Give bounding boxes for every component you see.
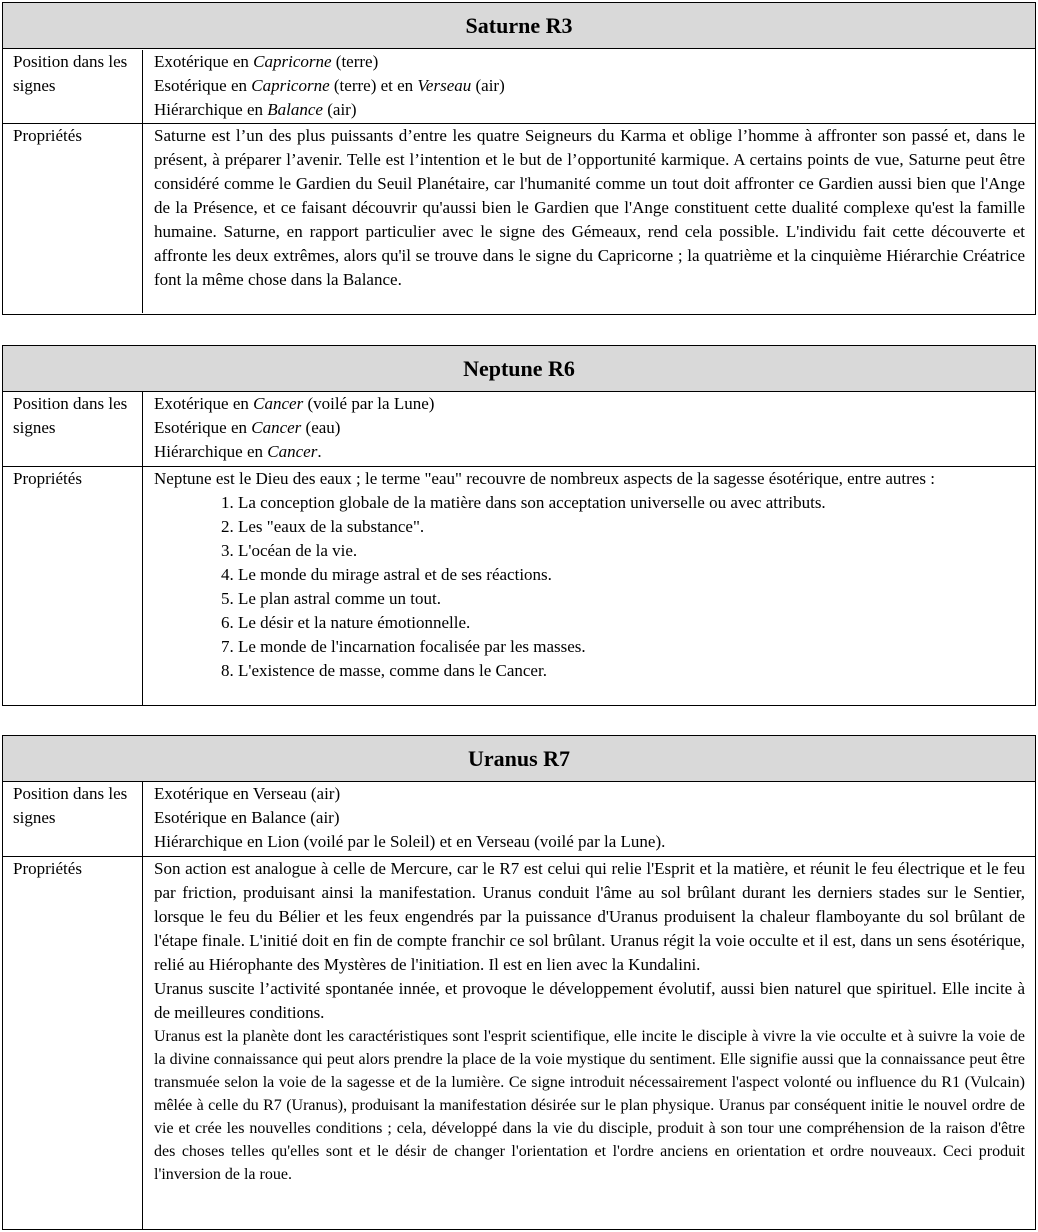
saturne-position-label: Position dans les signes	[3, 50, 143, 123]
neptune-position-line: Esotérique en Cancer (eau)	[154, 418, 341, 437]
list-item: 4. Le monde du mirage astral et de ses réactions.	[238, 563, 1025, 587]
uranus-position-cell	[143, 782, 1035, 856]
list-item: 6. Le désir et la nature émotionnelle.	[238, 611, 1025, 635]
saturne-position-row	[3, 49, 1035, 123]
uranus-position-line: Exotérique en Verseau (air)	[154, 784, 341, 803]
saturne-props-row	[3, 123, 1035, 313]
neptune-props-label: Propriétés	[3, 467, 143, 705]
neptune-props-intro: Neptune est le Dieu des eaux ; le terme "eau" recouvre de nombreux aspects de la sagesse ésotérique, entre autres :	[154, 469, 935, 488]
uranus-props-paragraph: Uranus est la planète dont les caractéristiques sont l'esprit scientifique, elle incite le disciple à vivre la vie occulte et à suivre la voie de la divine connaissance qui peut alors prendre la place de la voie mystique du sentiment. Elle signifie aussi que la connaissance peut être transmuée selon la voie de la sagesse et de la lumière. Ce signe introduit nécessairement l'aspect volonté ou influence du R1 (Vulcain) mêlée à celle du R7 (Uranus), produisant la manifestation désirée sur le plan physique. Uranus par conséquent initie le nouvel ordre de vie et crée les nouvelles conditions ; cela, développé dans la vie du disciple, produit à son tour une compréhension de la raison d'être des choses telles qu'elles sont et le désir de changer l'orientation et l'ordre anciens en orientation et ordre nouveaux. Ceci produit l'inversion de la roue.	[154, 1028, 1025, 1183]
list-item: 3. L'océan de la vie.	[238, 539, 1025, 563]
neptune-position-label: Position dans les signes	[3, 392, 143, 466]
saturne-position-line: Hiérarchique en Balance (air)	[154, 100, 357, 119]
saturne-props-cell	[143, 124, 1035, 313]
saturne-position-line: Esotérique en Capricorne (terre) et en Verseau (air)	[154, 76, 505, 95]
list-item: 5. Le plan astral comme un tout.	[238, 587, 1025, 611]
list-item: 2. Les "eaux de la substance".	[238, 515, 1025, 539]
saturne-table	[2, 2, 1036, 315]
uranus-position-line: Esotérique en Balance (air)	[154, 808, 340, 827]
uranus-title: Uranus R7	[3, 736, 1035, 782]
saturne-position-line: Exotérique en Capricorne (terre)	[154, 52, 379, 71]
uranus-position-row	[3, 782, 1035, 856]
neptune-props-row	[3, 466, 1035, 705]
saturne-position-cell	[143, 50, 1035, 123]
uranus-props-paragraph: Son action est analogue à celle de Mercure, car le R7 est celui qui relie l'Esprit et la matière, et réunit le feu électrique et le feu par friction, produisant ainsi la manifestation. Uranus conduit l'âme au sol brûlant durant les derniers stades sur le Sentier, lorsque le feu du Bélier et les feux engendrés par la puissance d'Uranus produisent la chaleur flamboyante du sol brûlant de l'étape finale. L'initié doit en fin de compte franchir ce sol brûlant. Uranus régit la voie occulte et il est, dans un sens ésotérique, relié au Hiérophante des Mystères de l'initiation. Il est en lien avec la Kundalini.	[154, 859, 1025, 974]
saturne-props-text: Saturne est l’un des plus puissants d’entre les quatre Seigneurs du Karma et oblige l’homme à affronter son passé et, dans le présent, à préparer l’avenir. Telle est l’intention et le but de l’opportunité karmique. A certains points de vue, Saturne peut être considéré comme le Gardien du Seuil Planétaire, car l'humanité comme un tout doit affronter ce Gardien aussi bien que l'Ange de la Présence, et ce faisant découvrir qu'aussi bien le Gardien que l'Ange constituent cette dualité complexe qu'est la famille humaine. Saturne, en rapport particulier avec le signe des Gémeaux, rend cela possible. L'individu fait cette découverte et affronte les deux extrêmes, alors qu'il se trouve dans le signe du Capricorne ; la quatrième et la cinquième Hiérarchie Créatrice font la même chose dans la Balance.	[154, 126, 1025, 289]
uranus-props-paragraph: Uranus suscite l’activité spontanée innée, et provoque le développement évolutif, aussi bien naturel que spirituel. Elle incite à de meilleures conditions.	[154, 979, 1025, 1022]
neptune-position-line: Exotérique en Cancer (voilé par la Lune)	[154, 394, 435, 413]
list-item: 7. Le monde de l'incarnation focalisée par les masses.	[238, 635, 1025, 659]
uranus-props-row	[3, 856, 1035, 1229]
uranus-props-label: Propriétés	[3, 857, 143, 1229]
saturne-title: Saturne R3	[3, 3, 1035, 49]
neptune-table	[2, 345, 1036, 706]
list-item: 1. La conception globale de la matière dans son acceptation universelle ou avec attributs.	[238, 491, 1025, 515]
uranus-props-cell	[143, 857, 1035, 1229]
neptune-position-line: Hiérarchique en Cancer.	[154, 442, 322, 461]
neptune-position-row	[3, 392, 1035, 466]
uranus-table	[2, 735, 1036, 1230]
neptune-title: Neptune R6	[3, 346, 1035, 392]
uranus-position-line: Hiérarchique en Lion (voilé par le Soleil) et en Verseau (voilé par la Lune).	[154, 832, 666, 851]
neptune-props-cell	[143, 467, 1035, 705]
saturne-props-label: Propriétés	[3, 124, 143, 313]
uranus-position-label: Position dans les signes	[3, 782, 143, 856]
neptune-props-list	[154, 491, 1025, 683]
list-item: 8. L'existence de masse, comme dans le Cancer.	[238, 659, 1025, 683]
neptune-position-cell	[143, 392, 1035, 466]
